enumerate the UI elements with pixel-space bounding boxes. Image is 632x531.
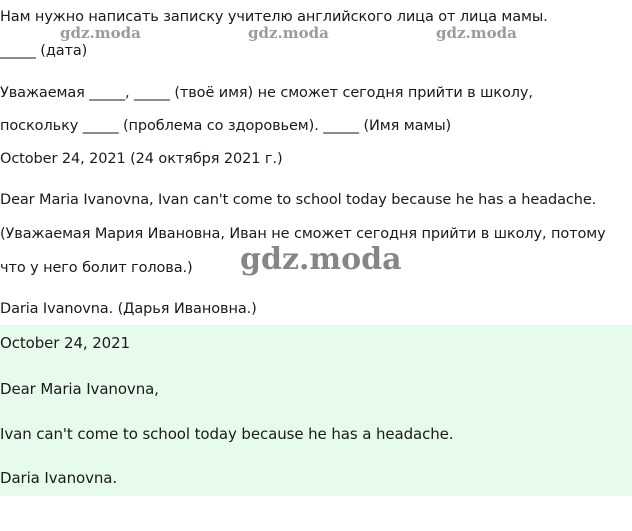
watermark-logo-large: gdz.moda [240,242,402,277]
answer-date: October 24, 2021 [0,334,130,352]
watermark-logo: gdz.moda [436,24,517,42]
answer-greeting: Dear Maria Ivanovna, [0,380,159,398]
watermark-logo: gdz.moda [248,24,329,42]
example-date: October 24, 2021 (24 октября 2021 г.) [0,151,283,167]
example-message-translation: (Уважаемая Мария Ивановна, Иван не сможет сегодня прийти в школу, потому [0,226,606,242]
example-message-translation-cont: что у него болит голова.) [0,260,193,276]
example-message-english: Dear Maria Ivanovna, Ivan can't come to school today because he has a headache. [0,192,597,208]
answer-body: Ivan can't come to school today because he has a headache. [0,425,454,443]
task-template-greeting: Уважаемая _____, _____ (твоё имя) не сможет сегодня прийти в школу, [0,85,533,101]
task-template-date: _____ (дата) [0,43,88,59]
example-signature: Daria Ivanovna. (Дарья Ивановна.) [0,301,257,317]
answer-signature: Daria Ivanovna. [0,469,118,487]
task-template-reason: поскольку _____ (проблема со здоровьем). _____ (Имя мамы) [0,118,452,134]
task-intro-text: Нам нужно написать записку учителю английского лица от лица мамы. [0,9,548,25]
watermark-logo: gdz.moda [60,24,141,42]
answer-block [0,325,632,496]
